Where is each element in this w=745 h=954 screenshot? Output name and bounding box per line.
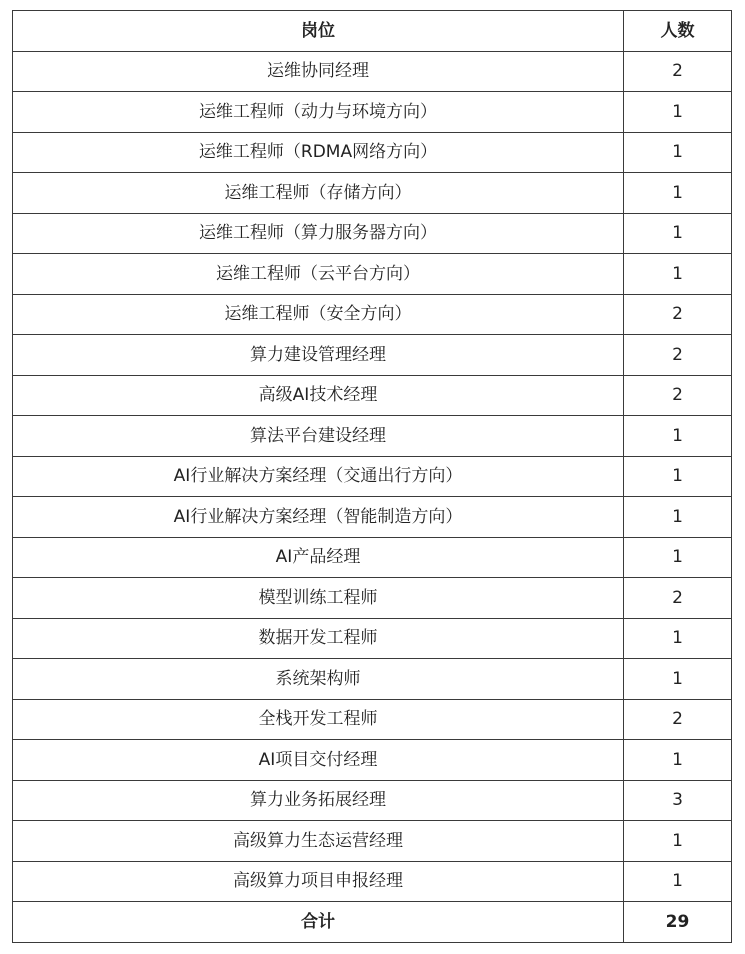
count-cell: 3: [624, 780, 732, 821]
position-cell: 高级AI技术经理: [13, 375, 624, 416]
table-row: [13, 537, 732, 578]
count-cell: 1: [624, 254, 732, 295]
recruitment-table-container: [12, 10, 732, 943]
position-cell: AI行业解决方案经理（交通出行方向）: [13, 456, 624, 497]
position-cell: 运维工程师（算力服务器方向）: [13, 213, 624, 254]
count-cell: 1: [624, 861, 732, 902]
count-cell: 2: [624, 294, 732, 335]
position-cell: 全栈开发工程师: [13, 699, 624, 740]
table-row: [13, 456, 732, 497]
position-cell: 高级算力项目申报经理: [13, 861, 624, 902]
count-cell: 1: [624, 497, 732, 538]
count-cell: 1: [624, 456, 732, 497]
position-cell: 数据开发工程师: [13, 618, 624, 659]
table-row: [13, 213, 732, 254]
header-count: 人数: [624, 11, 732, 52]
table-row: [13, 254, 732, 295]
header-row: [13, 11, 732, 52]
position-cell: 运维工程师（存储方向）: [13, 173, 624, 214]
table-row: [13, 416, 732, 457]
position-cell: 运维工程师（RDMA网络方向）: [13, 132, 624, 173]
total-count: 29: [624, 902, 732, 943]
table-row: [13, 861, 732, 902]
table-row: [13, 618, 732, 659]
count-cell: 1: [624, 740, 732, 781]
position-cell: 算法平台建设经理: [13, 416, 624, 457]
count-cell: 2: [624, 335, 732, 376]
position-cell: 算力建设管理经理: [13, 335, 624, 376]
total-row: [13, 902, 732, 943]
table-row: [13, 821, 732, 862]
position-cell: 算力业务拓展经理: [13, 780, 624, 821]
count-cell: 1: [624, 821, 732, 862]
count-cell: 1: [624, 132, 732, 173]
count-cell: 2: [624, 578, 732, 619]
table-row: [13, 132, 732, 173]
table-row: [13, 780, 732, 821]
count-cell: 2: [624, 699, 732, 740]
table-row: [13, 51, 732, 92]
count-cell: 2: [624, 375, 732, 416]
table-row: [13, 740, 732, 781]
recruitment-table: [12, 10, 732, 943]
count-cell: 1: [624, 173, 732, 214]
position-cell: 运维协同经理: [13, 51, 624, 92]
header-position: 岗位: [13, 11, 624, 52]
table-row: [13, 92, 732, 133]
count-cell: 2: [624, 51, 732, 92]
position-cell: AI行业解决方案经理（智能制造方向）: [13, 497, 624, 538]
position-cell: 运维工程师（动力与环境方向）: [13, 92, 624, 133]
position-cell: 高级算力生态运营经理: [13, 821, 624, 862]
position-cell: AI项目交付经理: [13, 740, 624, 781]
position-cell: 系统架构师: [13, 659, 624, 700]
total-label: 合计: [13, 902, 624, 943]
table-row: [13, 699, 732, 740]
table-row: [13, 173, 732, 214]
count-cell: 1: [624, 659, 732, 700]
count-cell: 1: [624, 537, 732, 578]
table-row: [13, 294, 732, 335]
count-cell: 1: [624, 92, 732, 133]
position-cell: 运维工程师（云平台方向）: [13, 254, 624, 295]
table-row: [13, 375, 732, 416]
count-cell: 1: [624, 213, 732, 254]
table-row: [13, 659, 732, 700]
position-cell: 运维工程师（安全方向）: [13, 294, 624, 335]
count-cell: 1: [624, 618, 732, 659]
table-row: [13, 578, 732, 619]
position-cell: AI产品经理: [13, 537, 624, 578]
position-cell: 模型训练工程师: [13, 578, 624, 619]
table-row: [13, 335, 732, 376]
table-row: [13, 497, 732, 538]
count-cell: 1: [624, 416, 732, 457]
